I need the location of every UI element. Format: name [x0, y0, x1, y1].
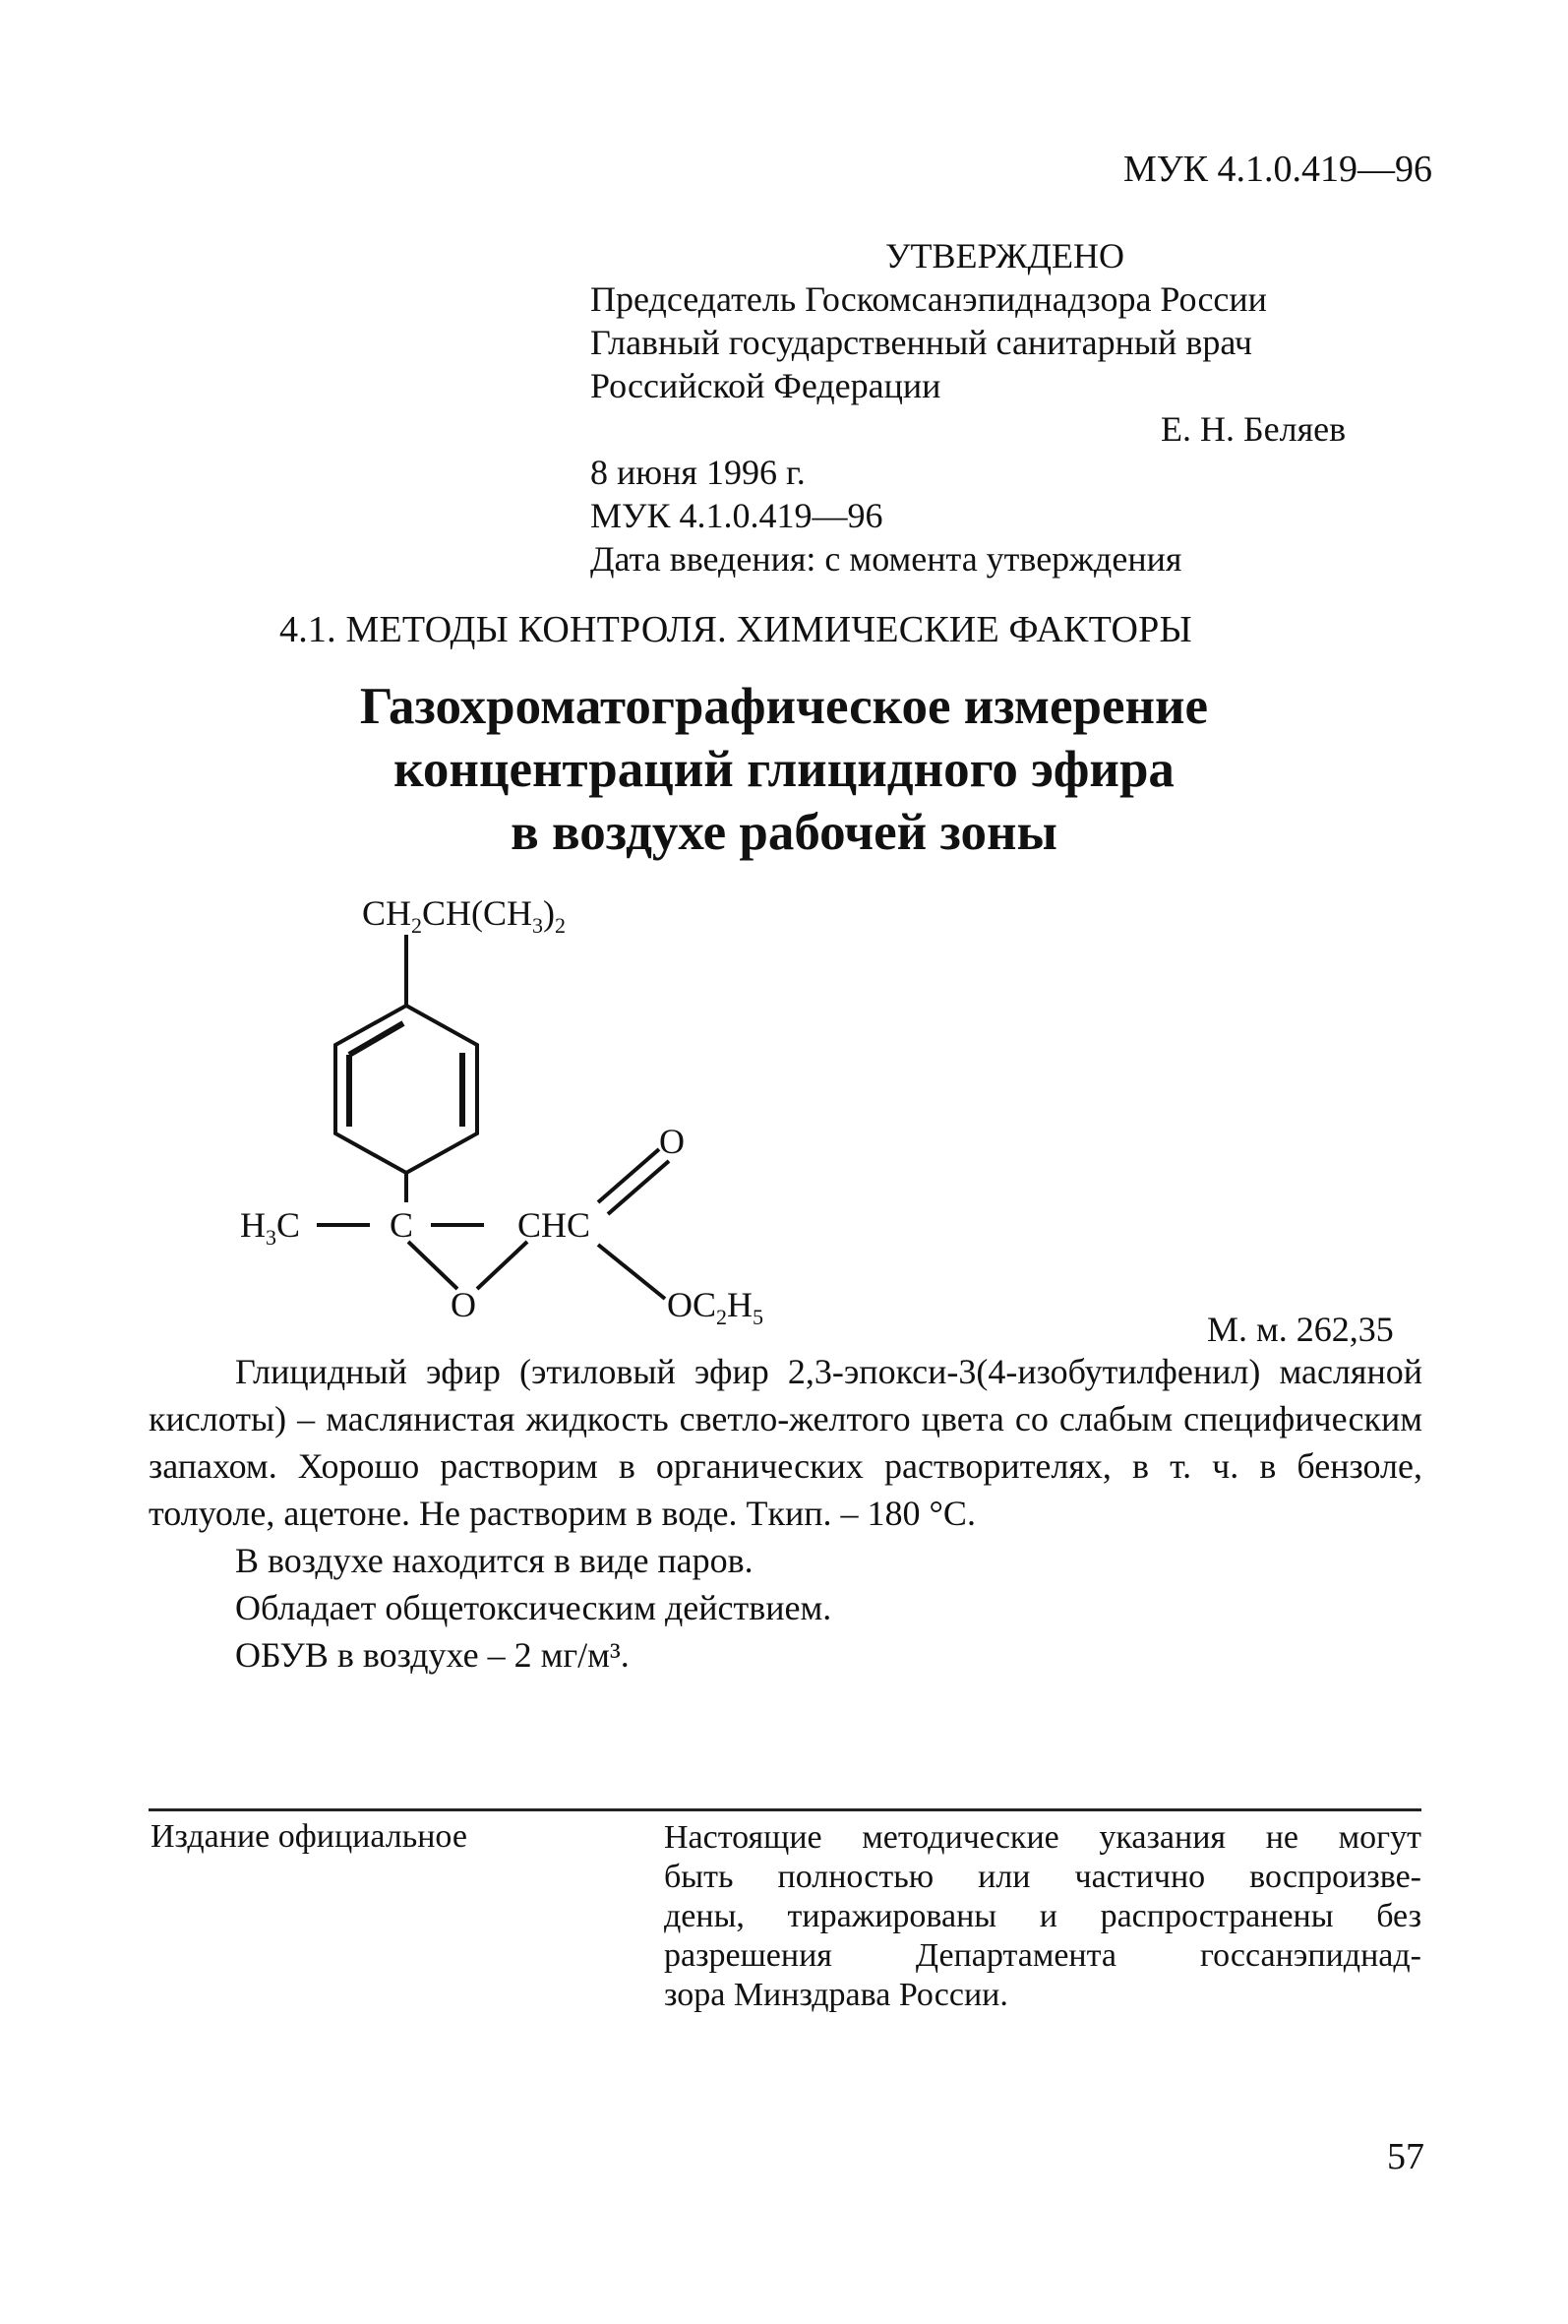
molar-mass: М. м. 262,35	[1207, 1310, 1394, 1349]
section-heading: 4.1. МЕТОДЫ КОНТРОЛЯ. ХИМИЧЕСКИЕ ФАКТОРЫ	[279, 609, 1192, 650]
approver-position-1: Председатель Госкомсанэпиднадзора России	[590, 279, 1267, 319]
copyright-line: дены, тиражированы и распространены без	[664, 1898, 1421, 1934]
obuv-limit: ОБУВ в воздухе – 2 мг/м³.	[235, 1635, 630, 1675]
approval-date: 8 июня 1996 г.	[590, 453, 806, 492]
state-in-air: В воздухе находится в виде паров.	[235, 1541, 754, 1580]
formula-ester-group: $OC_2H_5$	[667, 1285, 764, 1329]
edition-label: Издание официальное	[151, 1818, 467, 1855]
page-number: 57	[1387, 2136, 1424, 2177]
approver-name: Е. Н. Беляев	[1161, 409, 1347, 449]
body-text	[149, 1348, 1422, 1679]
structural-formula	[226, 886, 856, 1338]
title-line-3: в воздухе рабочей зоны	[511, 804, 1057, 861]
approval-block	[590, 234, 1397, 581]
benzene-ring	[335, 1006, 477, 1173]
approver-position-3: Российской Федерации	[590, 366, 941, 405]
copyright-line: Настоящие методические указания не могут	[664, 1819, 1421, 1856]
approval-heading: УТВЕРЖДЕНО	[885, 236, 1125, 275]
copyright-line: быть полностью или частично воспроизве-	[664, 1859, 1421, 1895]
substance-description: Глицидный эфир (этиловый эфир 2,3-эпокси-3(4-изобутилфенил) масляной кислоты) – маслянистая жидкость светло-желтого цвета со слабым специфическим запахом. Хорошо растворим в органических растворителях, в т. ч. в бензоле, толуоле, ацетоне. Не растворим в воде. Tкип. – 180 °С.	[149, 1352, 1422, 1533]
title-line-1: Газохроматографическое измерение	[359, 678, 1209, 735]
introduction-date: Дата введения: с момента утверждения	[590, 539, 1182, 579]
formula-quaternary-carbon: C	[390, 1205, 414, 1245]
formula-chc: CHC	[517, 1205, 591, 1245]
formula-ring-oxygen: O	[451, 1285, 476, 1324]
footer-rule-left	[149, 1808, 662, 1811]
approval-code: МУК 4.1.0.419—96	[590, 496, 883, 535]
footer-rule-right	[662, 1808, 1421, 1811]
copyright-note	[664, 1818, 1421, 2015]
formula-methyl: $H_3C$	[240, 1205, 301, 1250]
copyright-line: разрешения Департамента госсанэпиднад-	[664, 1937, 1421, 1974]
copyright-line: зора Минздрава России.	[664, 1977, 1008, 2013]
title-line-2: концентраций глицидного эфира	[393, 741, 1175, 798]
toxic-action: Обладает общетоксическим действием.	[235, 1588, 832, 1627]
document-code: МУК 4.1.0.419—96	[1122, 149, 1432, 190]
approver-position-2: Главный государственный санитарный врач	[590, 323, 1252, 362]
document-title	[0, 675, 1568, 864]
formula-top-group: $CH_2CH(CH_3)_2$	[362, 893, 567, 938]
formula-carbonyl-oxygen: O	[659, 1122, 685, 1161]
